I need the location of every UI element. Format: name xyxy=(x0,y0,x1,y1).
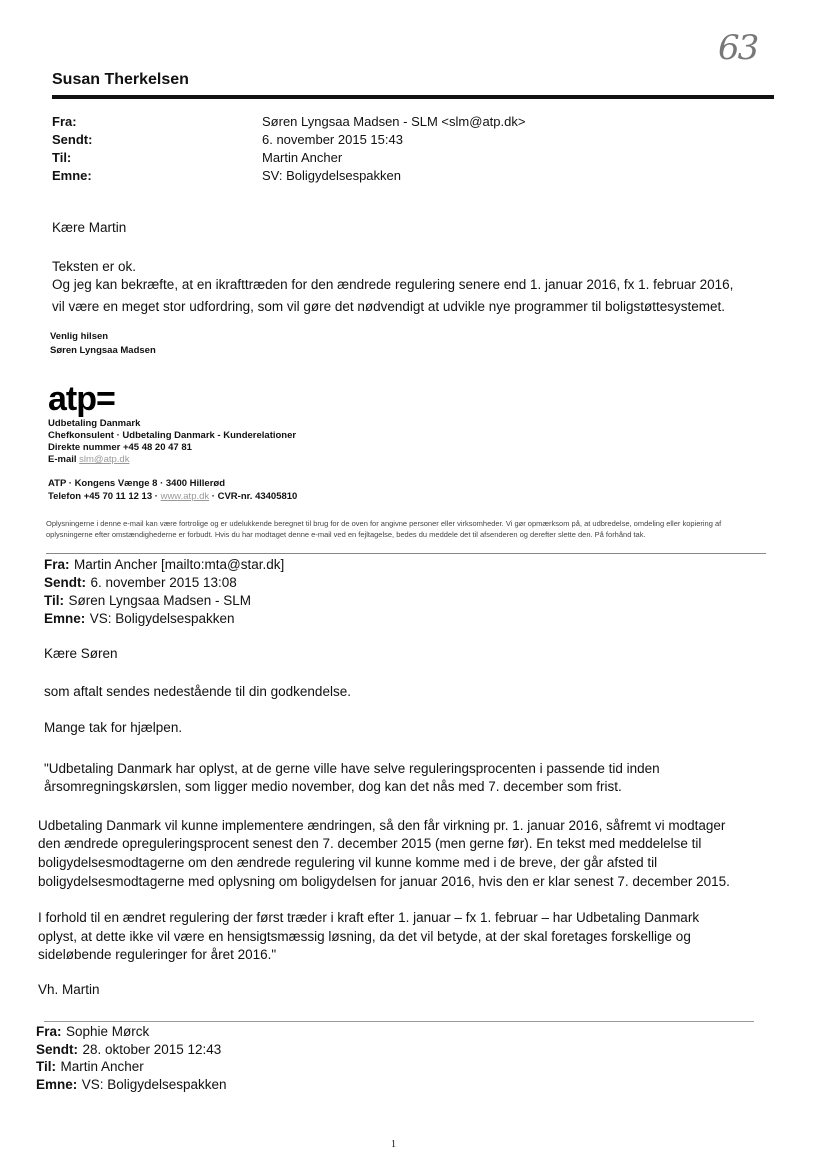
quote-1-line-b: årsomregningskørslen, som ligger medio november, dog kan det nås med 7. december som frist. xyxy=(44,779,622,794)
reply-line-1: Teksten er ok. xyxy=(52,259,137,274)
signature-website-link[interactable]: www.atp.dk xyxy=(160,491,210,502)
forward1-subject-label: Emne: xyxy=(44,611,86,626)
signature-title: Chefkonsulent · Udbetaling Danmark - Kunderelationer xyxy=(48,430,297,441)
signature-cvr: · CVR-nr. 43405810 xyxy=(211,491,298,502)
forward2-sent-row xyxy=(36,1041,221,1059)
forward2-from-label: Fra: xyxy=(36,1024,62,1039)
forward1-from-value: Martin Ancher [mailto:mta@star.dk] xyxy=(73,557,285,572)
forward2-subject-label: Emne: xyxy=(36,1077,78,1092)
forward1-greeting: Kære Søren xyxy=(44,646,118,661)
forward1-signoff: Vh. Martin xyxy=(38,982,100,997)
subject-value: SV: Boligydelsespakken xyxy=(262,168,401,183)
forward2-subject-row xyxy=(36,1076,227,1094)
signature-email-row xyxy=(48,454,129,466)
forward1-subject-value: VS: Boligydelsespakken xyxy=(89,611,235,626)
forward1-to-label: Til: xyxy=(44,593,64,608)
forward2-to-label: Til: xyxy=(36,1059,56,1074)
quote-3-line-c: sideløbende reguleringer for året 2016." xyxy=(38,947,277,962)
forward2-from-row xyxy=(36,1023,149,1041)
to-label: Til: xyxy=(52,150,72,165)
forward1-sent-value: 6. november 2015 13:08 xyxy=(90,575,237,590)
forward2-subject-value: VS: Boligydelsespakken xyxy=(81,1077,227,1092)
disclaimer-divider xyxy=(46,553,766,554)
forward1-sent-row xyxy=(44,574,237,592)
signature-unit: Udbetaling Danmark xyxy=(48,418,141,429)
page-number: 1 xyxy=(391,1139,396,1150)
forward1-from-row xyxy=(44,556,284,574)
forward1-from-label: Fra: xyxy=(44,557,70,572)
reply-line-2: Og jeg kan bekræfte, at en ikrafttræden for den ændrede regulering senere end 1. januar 2016, fx 1. februar 2016, xyxy=(52,277,734,292)
signature-phone: Telefon +45 70 11 12 13 · xyxy=(48,491,158,502)
forward1-to-row xyxy=(44,592,251,610)
forward2-sent-value: 28. oktober 2015 12:43 xyxy=(82,1042,222,1057)
quote-3-line-a: I forhold til en ændret regulering der først træder i kraft efter 1. januar – fx 1. februar – har Udbetaling Danmark xyxy=(38,910,700,925)
legal-disclaimer: Oplysningerne i denne e-mail kan være fortrolige og er udelukkende beregnet til brug for de oven for angivne personer eller virksomheder. Vi gør opmærksom på, at udbredelse, omdeling eller kopiering af oplysningerne efter omstændighederne er forbudt. Hvis du har modtaget denne e-mail ved en fejltagelse, bedes du meddele det til afsenderen og derefter slette den. På forhånd tak. xyxy=(46,519,722,539)
signature-address: ATP · Kongens Vænge 8 · 3400 Hillerød xyxy=(48,478,226,489)
reply-signer: Søren Lyngsaa Madsen xyxy=(50,345,156,356)
forward2-to-value: Martin Ancher xyxy=(60,1059,144,1074)
mailbox-owner-name: Susan Therkelsen xyxy=(52,71,189,88)
quote-3-line-b: oplyst, at dette ikke vil være en hensigtsmæssig løsning, da det vil betyde, at der skal foretages forskellige og xyxy=(38,929,691,944)
forward2-sent-label: Sendt: xyxy=(36,1042,78,1057)
forward1-paragraph-2: Mange tak for hjælpen. xyxy=(44,720,183,735)
forward2-from-value: Sophie Mørck xyxy=(65,1024,150,1039)
forward2-to-row xyxy=(36,1058,144,1076)
signature-direct-number: Direkte nummer +45 48 20 47 81 xyxy=(48,442,192,453)
signature-email-label: E-mail xyxy=(48,454,77,465)
forward1-subject-row xyxy=(44,610,235,628)
quote-2-line-d: boligydelsesmodtagerne med oplysning om boligydelsen for januar 2016, hvis den er klar senest 7. december 2015. xyxy=(38,874,730,889)
quote-2-line-a: Udbetaling Danmark vil kunne implementere ændringen, så den får virkning pr. 1. januar 2016, såfremt vi modtager xyxy=(38,818,726,833)
to-value: Martin Ancher xyxy=(262,150,343,165)
forward1-paragraph-1: som aftalt sendes nedestående til din godkendelse. xyxy=(44,684,351,699)
forward2-divider xyxy=(44,1021,754,1022)
quote-2-line-b: den ændrede opreguleringsprocent senest den 7. december 2015 (men gerne før). En tekst med meddelelse til xyxy=(38,836,702,851)
signature-email-link[interactable]: slm@atp.dk xyxy=(79,454,130,465)
subject-label: Emne: xyxy=(52,168,92,183)
quote-2-line-c: boligydelsesmodtagerne om den ændrede regulering vil kunne komme med i de breve, der går afsted til xyxy=(38,855,658,870)
sent-value: 6. november 2015 15:43 xyxy=(262,132,403,147)
atp-logo: atp= xyxy=(48,380,115,418)
forward1-to-value: Søren Lyngsaa Madsen - SLM xyxy=(68,593,252,608)
reply-line-3: vil være en meget stor udfordring, som vil gøre det nødvendigt at udvikle nye programmer til boligstøttesystemet. xyxy=(52,299,726,314)
quote-1-line-a: "Udbetaling Danmark har oplyst, at de gerne ville have selve reguleringsprocenten i passende tid inden xyxy=(44,761,660,776)
reply-closing: Venlig hilsen xyxy=(50,331,109,342)
sent-label: Sendt: xyxy=(52,132,93,147)
from-label: Fra: xyxy=(52,114,77,129)
header-divider xyxy=(52,95,774,99)
forward1-sent-label: Sendt: xyxy=(44,575,86,590)
signature-phone-row xyxy=(48,491,297,503)
reply-greeting: Kære Martin xyxy=(52,220,127,235)
from-value: Søren Lyngsaa Madsen - SLM <slm@atp.dk> xyxy=(262,114,526,129)
handwritten-page-number: 63 xyxy=(718,28,758,68)
